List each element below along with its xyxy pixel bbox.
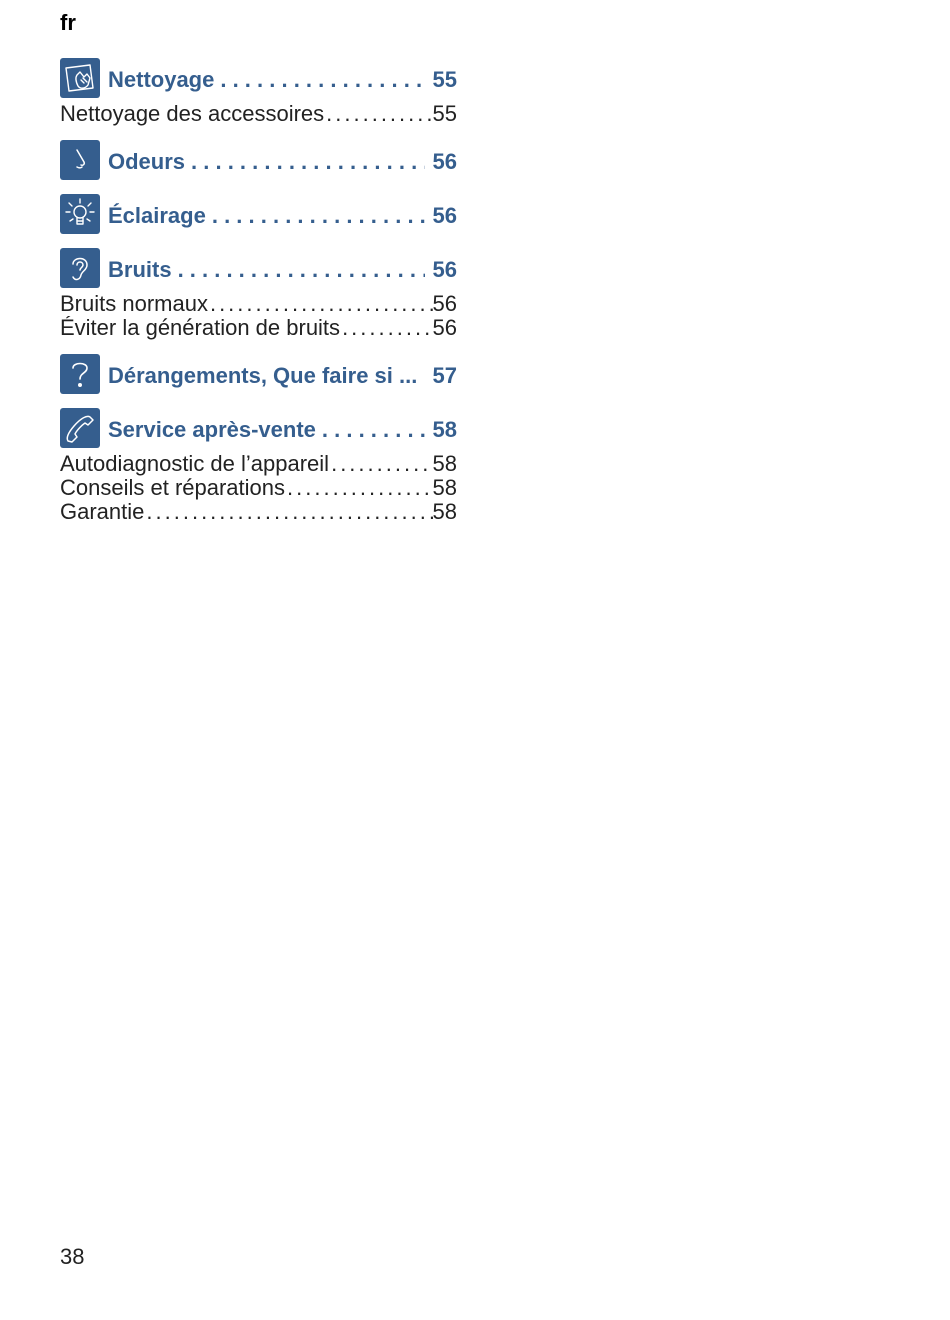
question-mark-icon xyxy=(60,354,100,394)
section-page: 56 xyxy=(432,257,457,282)
toc-entry[interactable] xyxy=(60,500,457,524)
ear-icon xyxy=(60,248,100,288)
toc-section-derangements[interactable] xyxy=(60,354,457,394)
toc-entry[interactable] xyxy=(60,102,457,126)
dot-leader xyxy=(329,452,432,476)
dot-leader xyxy=(206,202,425,230)
cleaning-hand-icon xyxy=(60,58,100,98)
entry-title: Garantie xyxy=(60,500,145,524)
table-of-contents xyxy=(60,58,457,524)
section-page: 57 xyxy=(432,363,457,388)
dot-leader xyxy=(316,416,425,444)
section-title: Bruits xyxy=(108,257,172,282)
entry-title: Conseils et réparations xyxy=(60,476,286,500)
section-page: 56 xyxy=(432,203,457,228)
dot-leader xyxy=(172,256,425,284)
language-code: fr xyxy=(60,10,76,35)
entry-page: 56 xyxy=(432,316,457,340)
entry-page: 58 xyxy=(432,500,457,524)
entry-title: Éviter la génération de bruits xyxy=(60,316,341,340)
dot-leader xyxy=(324,102,432,126)
toc-section-eclairage[interactable] xyxy=(60,194,457,234)
dot-leader xyxy=(285,476,433,500)
toc-entry[interactable] xyxy=(60,316,457,340)
entry-title: Autodiagnostic de l’appareil xyxy=(60,452,330,476)
section-title: Éclairage xyxy=(108,203,206,228)
section-title: Nettoyage xyxy=(108,67,215,92)
light-bulb-icon xyxy=(60,194,100,234)
section-page: 58 xyxy=(432,417,457,442)
dot-leader xyxy=(208,292,433,316)
dot-leader xyxy=(214,66,424,94)
dot-leader xyxy=(144,500,432,524)
entry-page: 56 xyxy=(432,292,457,316)
dot-leader xyxy=(185,148,424,176)
toc-section-odeurs[interactable] xyxy=(60,140,457,180)
toc-entry[interactable] xyxy=(60,476,457,500)
toc-section-service[interactable] xyxy=(60,408,457,448)
toc-section-bruits[interactable] xyxy=(60,248,457,288)
section-page: 56 xyxy=(432,149,457,174)
toc-entry[interactable] xyxy=(60,292,457,316)
toc-section-nettoyage[interactable] xyxy=(60,58,457,98)
nose-icon xyxy=(60,140,100,180)
telephone-icon xyxy=(60,408,100,448)
toc-entry[interactable] xyxy=(60,452,457,476)
section-title: Odeurs xyxy=(108,149,186,174)
entry-page: 55 xyxy=(432,102,457,126)
section-title: Dérangements, Que faire si ... xyxy=(108,363,418,388)
page-number: 38 xyxy=(60,1244,85,1269)
entry-page: 58 xyxy=(432,452,457,476)
dot-leader xyxy=(340,316,432,340)
entry-title: Nettoyage des accessoires xyxy=(60,102,325,126)
entry-title: Bruits normaux xyxy=(60,292,208,316)
section-page: 55 xyxy=(432,67,457,92)
section-title: Service après-vente xyxy=(108,417,316,442)
entry-page: 58 xyxy=(432,476,457,500)
